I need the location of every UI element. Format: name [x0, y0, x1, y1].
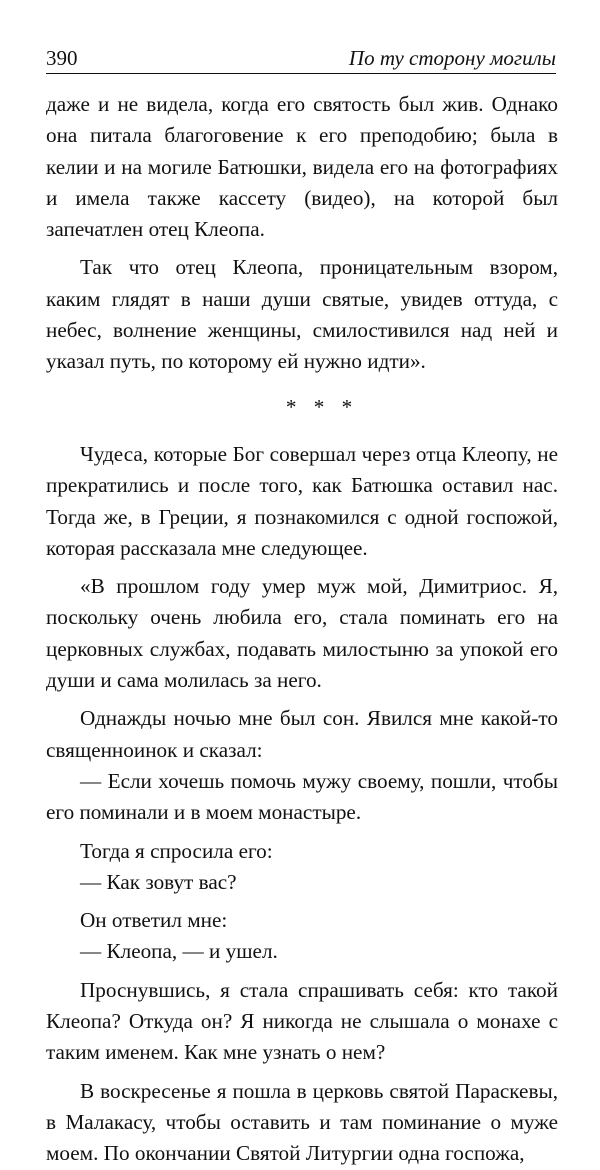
section-divider: * * * — [285, 394, 359, 419]
paragraph: «В прошлом году умер муж мой, Димитриос. Я, поскольку очень любила его, стала поминать его на церковных службах, подавать милостыню за упокой его души и сама молилась за него. — [46, 574, 558, 693]
page-body — [46, 89, 558, 1170]
paragraph-continued: даже и не видела, когда его святость был жив. Однако она питала благоговение к его преподобию; была в келии и на могиле Батюшки, видела его на фотографиях и имела также кассету (видео), на которой был запечатлен отец Клеопа. — [46, 92, 558, 242]
running-title: По ту сторону могилы — [348, 46, 556, 70]
paragraph: В воскресенье я пошла в церковь святой Параскевы, в Малакасу, чтобы оставить и там поминание о муже моем. По окончании Святой Литургии одна госпожа, — [46, 1078, 558, 1166]
paragraph: Так что отец Клеопа, проницательным взором, каким глядят в наши души святые, увидев оттуда, с небес, волнение женщины, смилостивился над ней и указал путь, по которому ей нужно идти». — [46, 255, 558, 374]
paragraph: — Если хочешь помочь мужу своему, пошли, чтобы его поминали и в моем монастыре. — [46, 768, 558, 825]
page-header — [46, 40, 556, 74]
paragraph: — Как зовут вас? — [80, 869, 237, 894]
page-number: 390 — [46, 46, 78, 70]
paragraph: Тогда я спросила его: — [80, 838, 273, 863]
paragraph: — Клеопа, — и ушел. — [80, 939, 278, 964]
paragraph: Однажды ночью мне был сон. Явился мне какой-то священноинок и сказал: — [46, 706, 558, 762]
paragraph: Чудеса, которые Бог совершал через отца Клеопу, не прекратились и после того, как Батюшка оставил нас. Тогда же, в Греции, я познакомился с одной госпожой, которая рассказала мне следующее. — [46, 441, 558, 560]
paragraph: Он ответил мне: — [80, 908, 228, 933]
paragraph: Проснувшись, я стала спрашивать себя: кто такой Клеопа? Откуда он? Я никогда не слышала о монахе с таким именем. Как мне узнать о нем? — [46, 977, 558, 1065]
header-rule — [46, 73, 556, 74]
